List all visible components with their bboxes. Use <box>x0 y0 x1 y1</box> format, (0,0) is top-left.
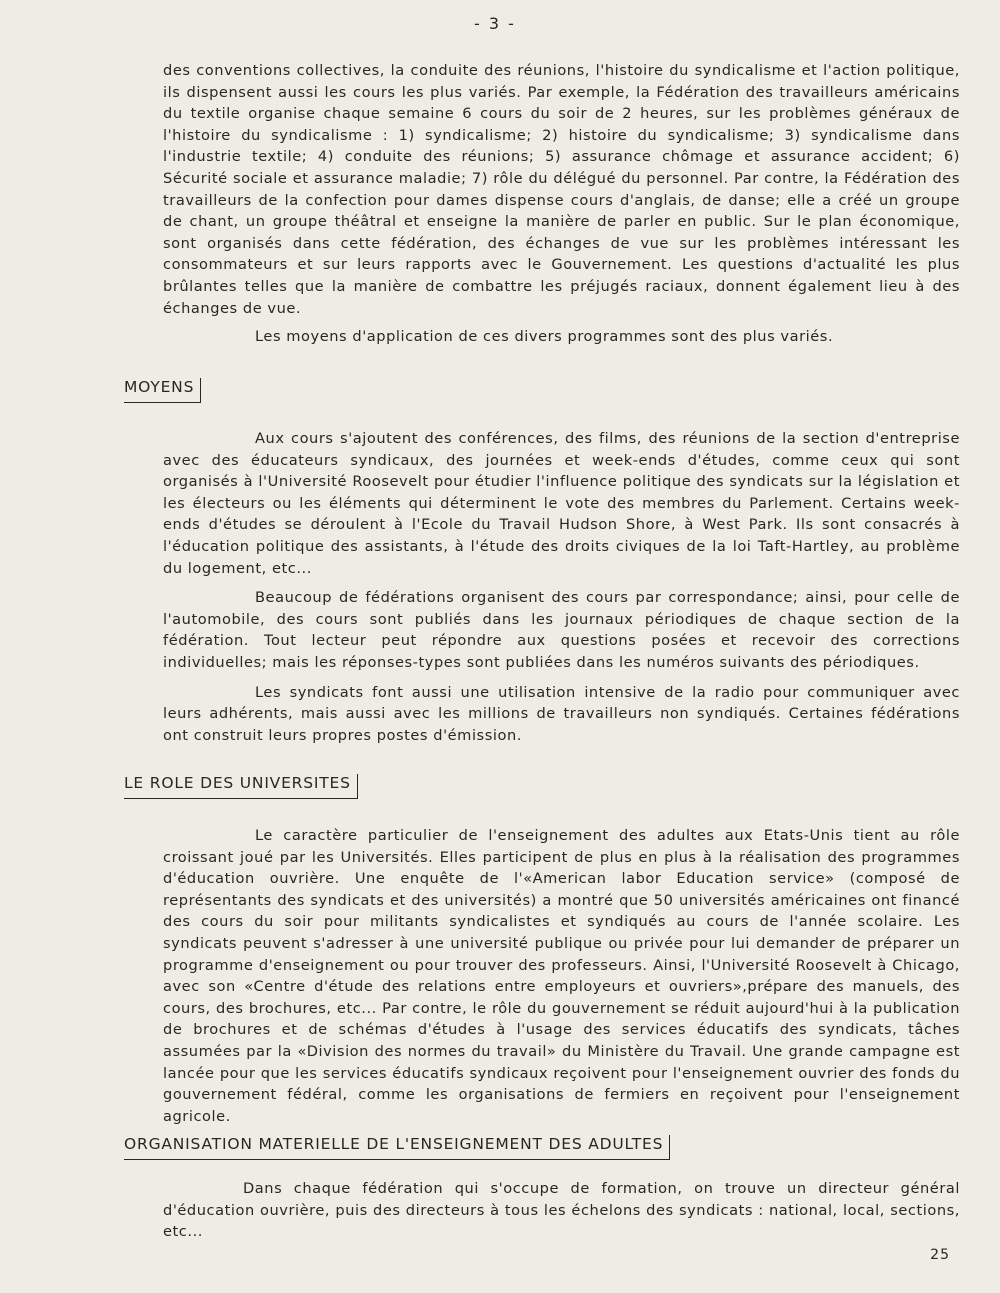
organisation-section <box>163 1178 960 1243</box>
moyens-section <box>163 428 960 746</box>
section-heading-universites: LE ROLE DES UNIVERSITES <box>124 774 358 799</box>
paragraph: Les moyens d'application de ces divers programmes sont des plus variés. <box>255 328 834 346</box>
paragraph: Aux cours s'ajoutent des conférences, des films, des réunions de la section d'entreprise avec des éducateurs syndicaux, des journées et week-ends d'études, comme ceux qui sont organisés à l'Université Roosevelt pour étudier l'influence politique des syndicats sur la législation et les électeurs ou les éléments qui déterminent le vote des membres du Parlement. Certains week-ends d'études se déroulent à l'Ecole du Travail Hudson Shore, à West Park. Ils sont consacrés à l'éducation politique des assistants, à l'étude des droits civiques de la loi Taft-Hartley, au problème du logement, etc... <box>163 430 960 577</box>
paragraph: Les syndicats font aussi une utilisation intensive de la radio pour communiquer avec leurs adhérents, mais aussi avec les millions de travailleurs non syndiqués. Certaines fédérations ont construit leurs propres postes d'émission. <box>163 683 960 744</box>
page-number-footer: 25 <box>930 1247 950 1263</box>
paragraph: Dans chaque fédération qui s'occupe de formation, on trouve un directeur général d'éducation ouvrière, puis des directeurs à tous les échelons des syndicats : national, local, sections, etc... <box>163 1180 960 1241</box>
intro-section <box>163 60 960 348</box>
section-heading-moyens: MOYENS <box>124 378 201 403</box>
paragraph: des conventions collectives, la conduite des réunions, l'histoire du syndicalisme et l'action politique, ils dispensent aussi les cours les plus variés. Par exemple, la Fédération des travailleurs américains du textile organise chaque semaine 6 cours du soir de 2 heures, sur les problèmes généraux de l'histoire du syndicalisme : 1) syndicalisme; 2) histoire du syndicalisme; 3) syndicalisme dans l'industrie textile; 4) conduite des réunions; 5) assurance chômage et assurance accident; 6) Sécurité sociale et assurance maladie; 7) rôle du délégué du personnel. Par contre, la Fédération des travailleurs de la confection pour dames dispense cours d'anglais, de danse; elle a créé un groupe de chant, un groupe théâtral et enseigne la manière de parler en public. Sur le plan économique, sont organisés dans cette fédération, des échanges de vue sur les problèmes intéressant les consommateurs et sur leurs rapports avec le Gouvernement. Les questions d'actualité les plus brûlantes telles que la manière de combattre les préjugés raciaux, donnent également lieu à des échanges de vue. <box>163 62 960 317</box>
universites-section <box>163 825 960 1127</box>
paragraph: Le caractère particulier de l'enseignement des adultes aux Etats-Unis tient au rôle croissant joué par les Universités. Elles participent de plus en plus à la réalisation des programmes d'éducation ouvrière. Une enquête de l'«American labor Education service» (composé de représentants des syndicats et des universités) a montré que 50 universités américaines ont financé des cours du soir pour militants syndicalistes et syndiqués au cours de l'année scolaire. Les syndicats peuvent s'adresser à une université publique ou privée pour lui demander de préparer un programme d'enseignement ou pour trouver des professeurs. Ainsi, l'Université Roosevelt à Chicago, avec son «Centre d'étude des relations entre employeurs et ouvriers»,prépare des manuels, des cours, des brochures, etc... Par contre, le rôle du gouvernement se réduit aujourd'hui à la publication de brochures et de schémas d'études à l'usage des services éducatifs des syndicats, tâches assumées par la «Division des normes du travail» du Ministère du Travail. Une grande campagne est lancée pour que les services éducatifs syndicaux reçoivent pour l'enseignement ouvrier des fonds du gouvernement fédéral, comme les organisations de fermiers en reçoivent pour l'enseignement agricole. <box>163 827 960 1125</box>
page-number-header: - 3 - <box>474 14 516 33</box>
section-heading-organisation: ORGANISATION MATERIELLE DE L'ENSEIGNEMENT DES ADULTES <box>124 1135 670 1160</box>
paragraph: Beaucoup de fédérations organisent des cours par correspondance; ainsi, pour celle de l'automobile, des cours sont publiés dans les journaux périodiques de chaque section de la fédération. Tout lecteur peut répondre aux questions posées et recevoir des corrections individuelles; mais les réponses-types sont publiées dans les numéros suivants des périodiques. <box>163 589 960 671</box>
